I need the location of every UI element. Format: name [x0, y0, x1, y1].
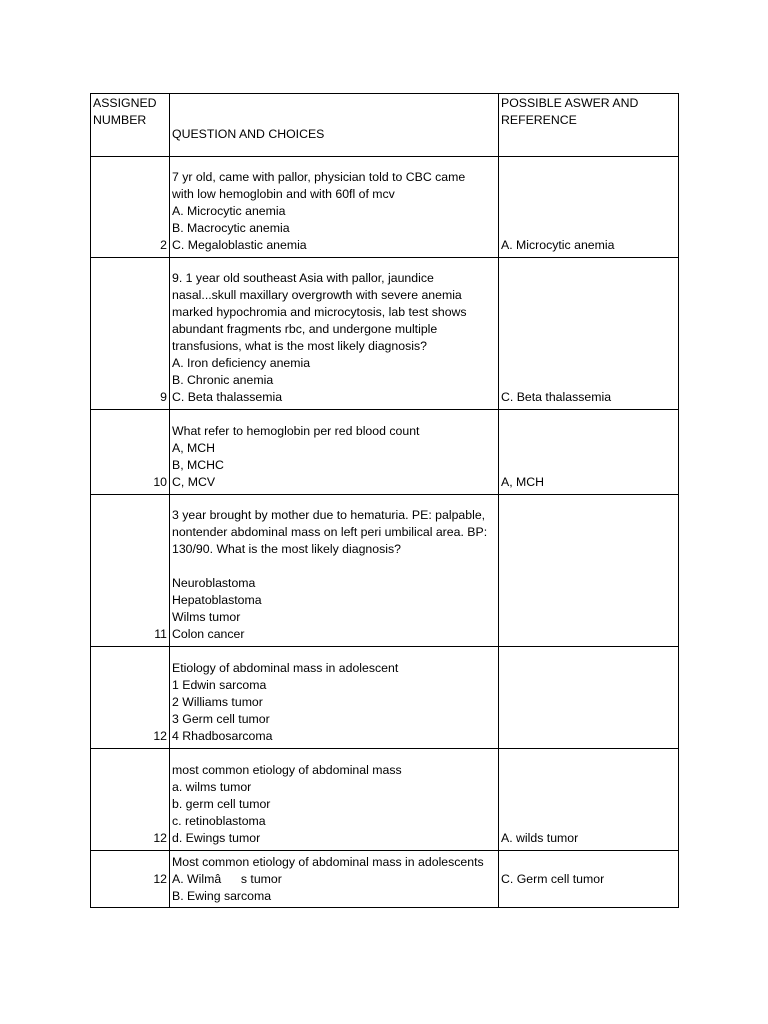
question-text: What refer to hemoglobin per red blood count A, MCH B, MCHC C, MCV — [172, 424, 420, 489]
question-text: Most common etiology of abdominal mass in adolescents A. Wilmâs tumor B. Ewing sarcoma — [172, 854, 484, 903]
question-cell — [170, 851, 499, 908]
row-number-cell — [91, 258, 170, 410]
row-number-cell — [91, 495, 170, 647]
question-cell — [170, 495, 499, 647]
answer-cell — [499, 410, 679, 495]
question-cell — [170, 410, 499, 495]
table-row — [91, 410, 679, 495]
header-possible-answer: POSSIBLE ASWER AND REFERENCE — [499, 94, 679, 157]
row-number: 12 — [153, 871, 167, 886]
row-number: 2 — [160, 238, 167, 252]
table-row — [91, 258, 679, 410]
row-number: 11 — [154, 627, 167, 641]
row-number-cell — [91, 851, 170, 908]
question-cell — [170, 258, 499, 410]
row-number: 10 — [153, 475, 167, 489]
row-number-cell — [91, 157, 170, 258]
question-cell — [170, 647, 499, 749]
row-number-cell — [91, 410, 170, 495]
question-text: Etiology of abdominal mass in adolescent 1 Edwin sarcoma 2 Williams tumor 3 Germ cell tumor 4 Rhadbosarcoma — [172, 661, 399, 743]
header-assigned-number: ASSIGNED NUMBER — [91, 94, 170, 157]
table-row — [91, 647, 679, 749]
row-number: 12 — [153, 729, 167, 743]
question-cell — [170, 749, 499, 851]
row-number: 9 — [160, 390, 167, 404]
row-number-cell — [91, 647, 170, 749]
table-row — [91, 749, 679, 851]
answer-text: A. wilds tumor — [501, 831, 579, 845]
row-number: 12 — [153, 831, 167, 845]
question-text: 9. 1 year old southeast Asia with pallor, jaundice nasal...skull maxillary overgrowth with severe anemia marked hypochromia and microcytosis, lab test shows abundant fragments rbc, and undergone multiple transfusions, what is the most likely diagnosis? A. Iron deficiency anemia B. Chronic anemia C. Beta thalassemia — [172, 271, 467, 404]
answer-cell — [499, 157, 679, 258]
answer-cell — [499, 647, 679, 749]
header-question-and-choices: QUESTION AND CHOICES — [170, 94, 499, 157]
table-row — [91, 495, 679, 647]
answer-text: A, MCH — [501, 475, 545, 489]
question-text: 7 yr old, came with pallor, physician told to CBC came with low hemoglobin and with 60fl of mcv A. Microcytic anemia B. Macrocytic anemia C. Megaloblastic anemia — [172, 170, 466, 252]
question-text: most common etiology of abdominal mass a. wilms tumor b. germ cell tumor c. retinoblastoma d. Ewings tumor — [172, 763, 402, 845]
table-row — [91, 851, 679, 908]
answer-cell — [499, 749, 679, 851]
question-text: 3 year brought by mother due to hematuria. PE: palpable, nontender abdominal mass on left peri umbilical area. BP: 130/90. What is the most likely diagnosis? Neuroblastoma Hepatoblastoma Wilms tumor Colon cancer — [172, 508, 488, 641]
table-header-row — [91, 94, 679, 157]
document-sheet — [90, 93, 678, 908]
answer-text: C. Beta thalassemia — [501, 390, 612, 404]
table-row — [91, 157, 679, 258]
answer-cell — [499, 495, 679, 647]
answer-text: A. Microcytic anemia — [501, 238, 615, 252]
answer-text: C. Germ cell tumor — [501, 871, 605, 886]
answer-cell — [499, 851, 679, 908]
row-number-cell — [91, 749, 170, 851]
question-table — [90, 93, 679, 908]
answer-cell — [499, 258, 679, 410]
question-cell — [170, 157, 499, 258]
